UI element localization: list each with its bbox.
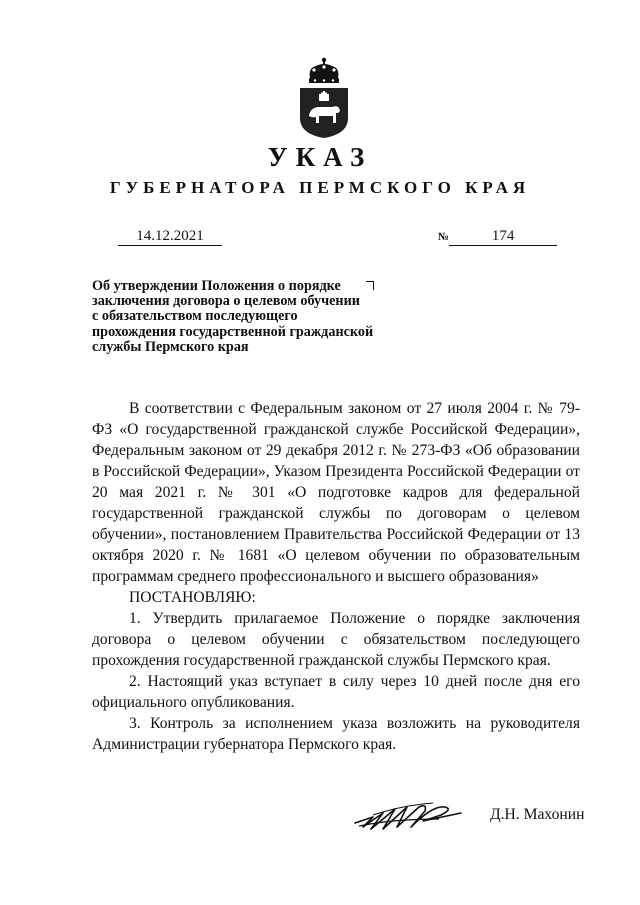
document-type-title: УКАЗ — [267, 142, 373, 172]
decree-body — [92, 398, 580, 755]
number-sign: № — [438, 231, 450, 243]
decree-item: 3. Контроль за исполнением указа возложить на руководителя Администрации губернатора Пермского края. — [92, 715, 580, 753]
decree-subject — [92, 279, 412, 355]
subject-line: службы Пермского края — [92, 338, 249, 355]
decree-number-field — [438, 228, 557, 246]
subject-line: Об утверждении Положения о порядке — [92, 278, 341, 294]
coat-of-arms-icon — [296, 56, 352, 140]
issuer-title: ГУБЕРНАТОРА ПЕРМСКОГО КРАЯ — [109, 178, 531, 197]
signer-name: Д.Н. Махонин — [490, 806, 585, 823]
decree-item: 1. Утвердить прилагаемое Положение о порядке заключения договора о целевом обучении с обязательством последующего прохождения государственной гражданской службы Пермского края. — [92, 610, 580, 669]
decree-date: 14.12.2021 — [118, 228, 222, 246]
decree-word: ПОСТАНОВЛЯЮ: — [129, 589, 256, 606]
subject-line: с обязательством последующего — [92, 308, 298, 325]
preamble-paragraph: В соответствии с Федеральным законом от 27 июля 2004 г. № 79-ФЗ «О государственной гражданской службе Российской Федерации», Федеральным законом от 29 декабря 2012 г. № 273-ФЗ «Об образовании в Российской Федерации», Указом Президента Российской Федерации от 20 мая 2021 г. № 301 «О подготовке кадров для федеральной государственной гражданской службы по договорам о целевом обучении», постановлением Правительства Российской Федерации от 13 октября 2020 г. № 1681 «О целевом обучении по образовательным программам среднего профессионального и высшего образования» — [92, 400, 580, 585]
decree-item: 2. Настоящий указ вступает в силу через 10 дней после дня его официального опубликования. — [92, 673, 580, 711]
subject-corner-mark — [366, 281, 374, 290]
handwritten-signature — [353, 793, 465, 835]
decree-number: 174 — [449, 228, 557, 246]
subject-line: прохождения государственной гражданской — [92, 323, 374, 340]
subject-line: заключения договора о целевом обучении — [92, 293, 360, 310]
